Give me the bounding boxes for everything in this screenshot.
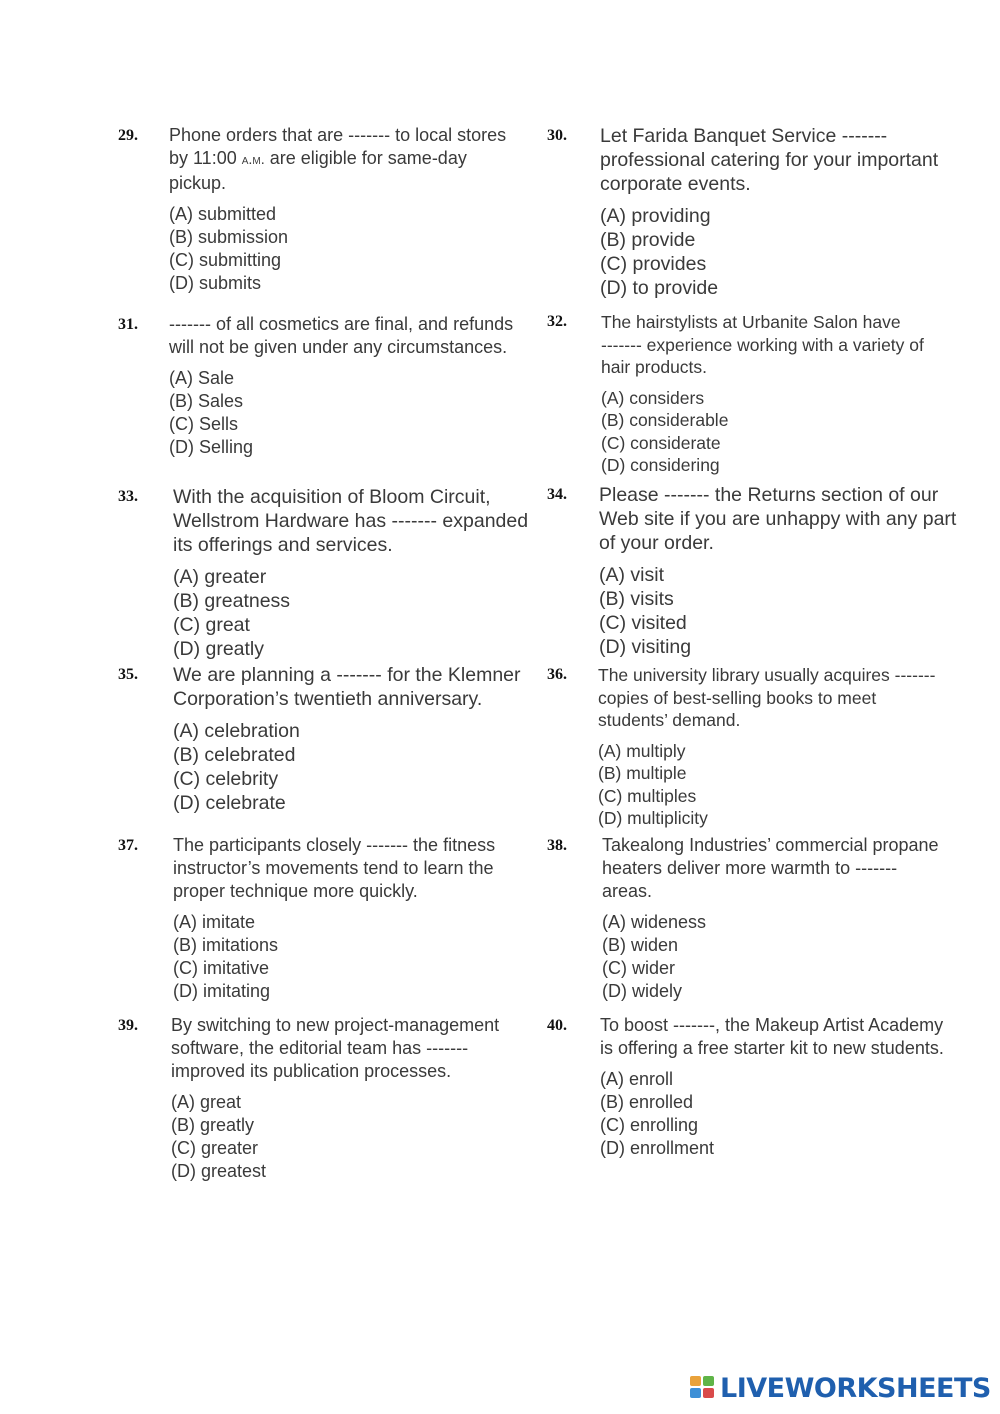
option-c[interactable]: (C) provides xyxy=(600,253,707,275)
option-d[interactable]: (D) enrollment xyxy=(600,1138,715,1158)
option-a[interactable]: (A) enroll xyxy=(600,1069,674,1089)
option-b[interactable]: (B) greatness xyxy=(173,590,291,612)
option-a[interactable]: (A) wideness xyxy=(602,912,707,932)
option-c[interactable]: (C) great xyxy=(173,614,250,636)
question-number: 39. xyxy=(118,1017,138,1034)
option-a[interactable]: (A) multiply xyxy=(598,740,686,761)
logo-wordmark: LIVEWORKSHEETS xyxy=(720,1372,991,1404)
mark-square-3 xyxy=(690,1388,701,1398)
option-b[interactable]: (B) visits xyxy=(599,588,674,610)
option-c[interactable]: (C) greater xyxy=(171,1138,259,1158)
option-b[interactable]: (B) imitations xyxy=(173,935,279,955)
option-d[interactable]: (D) visiting xyxy=(599,636,692,658)
option-b[interactable]: (B) greatly xyxy=(171,1115,255,1135)
option-b[interactable]: (B) celebrated xyxy=(173,744,296,766)
option-a[interactable]: (A) considers xyxy=(601,387,705,408)
option-d[interactable]: (D) imitating xyxy=(173,981,271,1001)
mark-square-4 xyxy=(703,1388,714,1398)
question-number: 38. xyxy=(547,837,567,854)
question-number: 40. xyxy=(547,1017,567,1034)
question-stem: To boost -------, the Makeup Artist Academy is offering a free starter kit to new students. xyxy=(600,1015,944,1058)
option-a[interactable]: (A) celebration xyxy=(173,720,300,742)
option-a[interactable]: (A) providing xyxy=(600,205,711,227)
question-stem: With the acquisition of Bloom Circuit, Wellstrom Hardware has ------- expanded its offerings and services. xyxy=(173,486,529,556)
option-b[interactable]: (B) considerable xyxy=(601,410,729,430)
question-number: 35. xyxy=(118,666,138,683)
option-b[interactable]: (B) enrolled xyxy=(600,1092,694,1112)
option-d[interactable]: (D) multiplicity xyxy=(598,808,708,828)
option-d[interactable]: (D) considering xyxy=(601,455,720,475)
option-c[interactable]: (C) submitting xyxy=(169,250,282,270)
liveworksheets-mark-icon xyxy=(690,1376,716,1400)
option-d[interactable]: (D) to provide xyxy=(600,277,719,299)
question-stem: Let Farida Banquet Service ------- professional catering for your important corporate events. xyxy=(600,125,939,195)
option-a[interactable]: (A) imitate xyxy=(173,912,256,932)
option-c[interactable]: (C) Sells xyxy=(169,414,239,434)
option-c[interactable]: (C) visited xyxy=(599,612,687,634)
question-number: 36. xyxy=(547,666,567,683)
option-b[interactable]: (B) multiple xyxy=(598,763,687,783)
option-b[interactable]: (B) provide xyxy=(600,229,696,251)
mark-square-2 xyxy=(703,1376,714,1386)
option-c[interactable]: (C) multiples xyxy=(598,785,697,806)
option-d[interactable]: (D) greatest xyxy=(171,1161,267,1181)
option-c[interactable]: (C) celebrity xyxy=(173,768,279,790)
question-stem: The hairstylists at Urbanite Salon have ------- experience working with a variety of hair products. xyxy=(601,312,924,377)
question-stem: By switching to new project-management software, the editorial team has ------- improved its publication processes. xyxy=(171,1015,500,1081)
option-b[interactable]: (B) submission xyxy=(169,227,289,247)
question-stem: We are planning a ------- for the Klemner Corporation’s twentieth anniversary. xyxy=(173,664,521,710)
question-number: 31. xyxy=(118,316,138,333)
question-stem: Phone orders that are ------- to local stores by 11:00 a.m. are eligible for same-day pickup. xyxy=(169,125,507,193)
question-stem: Takealong Industries’ commercial propane heaters deliver more warmth to ------- areas. xyxy=(602,835,939,901)
option-c[interactable]: (C) enrolling xyxy=(600,1115,699,1135)
question-number: 30. xyxy=(547,127,567,144)
question-stem: The university library usually acquires ------- copies of best-selling books to meet students’ demand. xyxy=(598,665,936,730)
option-a[interactable]: (A) great xyxy=(171,1092,242,1112)
option-c[interactable]: (C) imitative xyxy=(173,958,270,978)
liveworksheets-logo xyxy=(690,1372,991,1404)
option-b[interactable]: (B) Sales xyxy=(169,391,244,411)
option-c[interactable]: (C) considerate xyxy=(601,432,721,453)
question-stem: The participants closely ------- the fitness instructor’s movements tend to learn the proper technique more quickly. xyxy=(173,835,496,901)
option-a[interactable]: (A) visit xyxy=(599,564,664,586)
question-number: 29. xyxy=(118,127,138,144)
option-d[interactable]: (D) Selling xyxy=(169,437,254,457)
option-a[interactable]: (A) Sale xyxy=(169,368,235,388)
question-number: 33. xyxy=(118,488,138,505)
question-number: 32. xyxy=(547,313,567,330)
question-number: 37. xyxy=(118,837,138,854)
option-d[interactable]: (D) greatly xyxy=(173,638,265,660)
option-a[interactable]: (A) submitted xyxy=(169,204,277,224)
option-d[interactable]: (D) submits xyxy=(169,273,262,293)
question-stem: ------- of all cosmetics are final, and refunds will not be given under any circumstances. xyxy=(169,314,514,357)
option-b[interactable]: (B) widen xyxy=(602,935,679,955)
option-a[interactable]: (A) greater xyxy=(173,566,267,588)
option-d[interactable]: (D) celebrate xyxy=(173,792,286,814)
option-c[interactable]: (C) wider xyxy=(602,958,676,978)
option-d[interactable]: (D) widely xyxy=(602,981,683,1001)
question-number: 34. xyxy=(547,486,567,503)
question-stem: Please ------- the Returns section of our Web site if you are unhappy with any part of your order. xyxy=(599,484,957,554)
mark-square-1 xyxy=(690,1376,701,1386)
